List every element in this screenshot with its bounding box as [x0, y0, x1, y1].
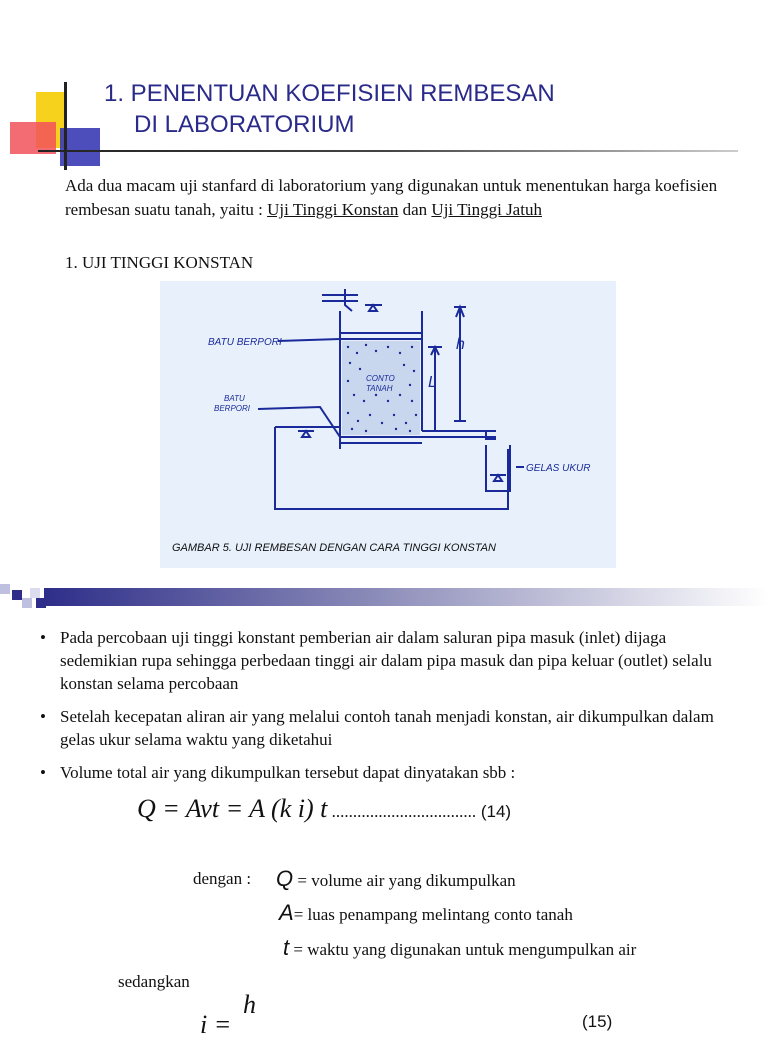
list-item: [38, 626, 738, 695]
bullet-list: [38, 626, 738, 794]
list-item: [38, 761, 738, 784]
formula-15-number: (15): [582, 1012, 613, 1031]
label-conto: CONTO: [366, 374, 395, 383]
page-title: [104, 78, 555, 140]
definitions-label: dengan :: [193, 869, 252, 888]
definition-a: [279, 900, 573, 926]
definition-t: [283, 935, 636, 961]
label-batu-berpori-1: BATU BERPORI: [208, 337, 282, 348]
formula-15-lhs: i =: [200, 1010, 232, 1039]
definition-q: [276, 866, 516, 892]
list-item: [38, 705, 738, 751]
bullet-dot: •: [40, 707, 46, 726]
intro-text: Ada dua macam uji stanfard di laboratorium yang digunakan untuk menentukan harga koefisien rembesan suatu tanah, yaitu :: [65, 176, 718, 219]
constant-head-sketch: [160, 281, 616, 568]
definition-text: = luas penampang melintang conto tanah: [293, 905, 573, 924]
label-h: h: [456, 336, 465, 353]
formula-14-expression: Q = Avt = A (k i) t: [137, 794, 328, 823]
bullet-text: Volume total air yang dikumpulkan tersebut dapat dinyatakan sbb :: [60, 763, 516, 782]
definition-symbol: A: [279, 900, 294, 925]
figure-constant-head: [160, 281, 616, 568]
link-uji-tinggi-jatuh: Uji Tinggi Jatuh: [431, 200, 542, 219]
label-batu-2a: BATU: [224, 394, 245, 403]
label-gelas-ukur: GELAS UKUR: [526, 463, 591, 474]
formula-14: [137, 794, 511, 824]
section-divider: [0, 584, 768, 610]
label-L: L: [428, 374, 437, 391]
bullet-dot: •: [40, 763, 46, 782]
definition-symbol: t: [283, 935, 290, 960]
link-uji-tinggi-konstan: Uji Tinggi Konstan: [267, 200, 399, 219]
sedangkan-text: sedangkan: [118, 972, 190, 991]
page-title-line2: DI LABORATORIUM: [134, 111, 355, 138]
bullet-text: Setelah kecepatan aliran air yang melalui contoh tanah menjadi konstan, air dikumpulkan dalam gelas ukur selama waktu yang diketahui: [60, 707, 714, 749]
page-title-line1: 1. PENENTUAN KOEFISIEN REMBESAN: [104, 80, 555, 107]
intro-conj: dan: [398, 200, 432, 219]
label-tanah: TANAH: [366, 384, 393, 393]
formula-15-numerator: h: [243, 990, 256, 1019]
formula-14-number: (14): [476, 802, 512, 821]
bullet-dot: •: [40, 628, 46, 647]
formula-14-dots: ..................................: [327, 802, 477, 821]
header-underline: [38, 150, 738, 152]
bullet-text: Pada percobaan uji tinggi konstant pemberian air dalam saluran pipa masuk (inlet) dijaga sedemikian rupa sehingga perbedaan tinggi air dalam pipa masuk dan pipa keluar (outlet) selalu konstan selama percobaan: [60, 628, 712, 693]
header-deco-vertical-line: [64, 82, 67, 170]
intro-paragraph: [65, 174, 745, 222]
definition-text: = waktu yang digunakan untuk mengumpulkan air: [289, 940, 637, 959]
definition-symbol: Q: [276, 866, 294, 891]
definition-text: = volume air yang dikumpulkan: [293, 871, 516, 890]
label-batu-2b: BERPORI: [214, 404, 251, 413]
section-title: 1. UJI TINGGI KONSTAN: [65, 253, 254, 272]
figure-caption: GAMBAR 5. UJI REMBESAN DENGAN CARA TINGGI KONSTAN: [172, 542, 496, 554]
